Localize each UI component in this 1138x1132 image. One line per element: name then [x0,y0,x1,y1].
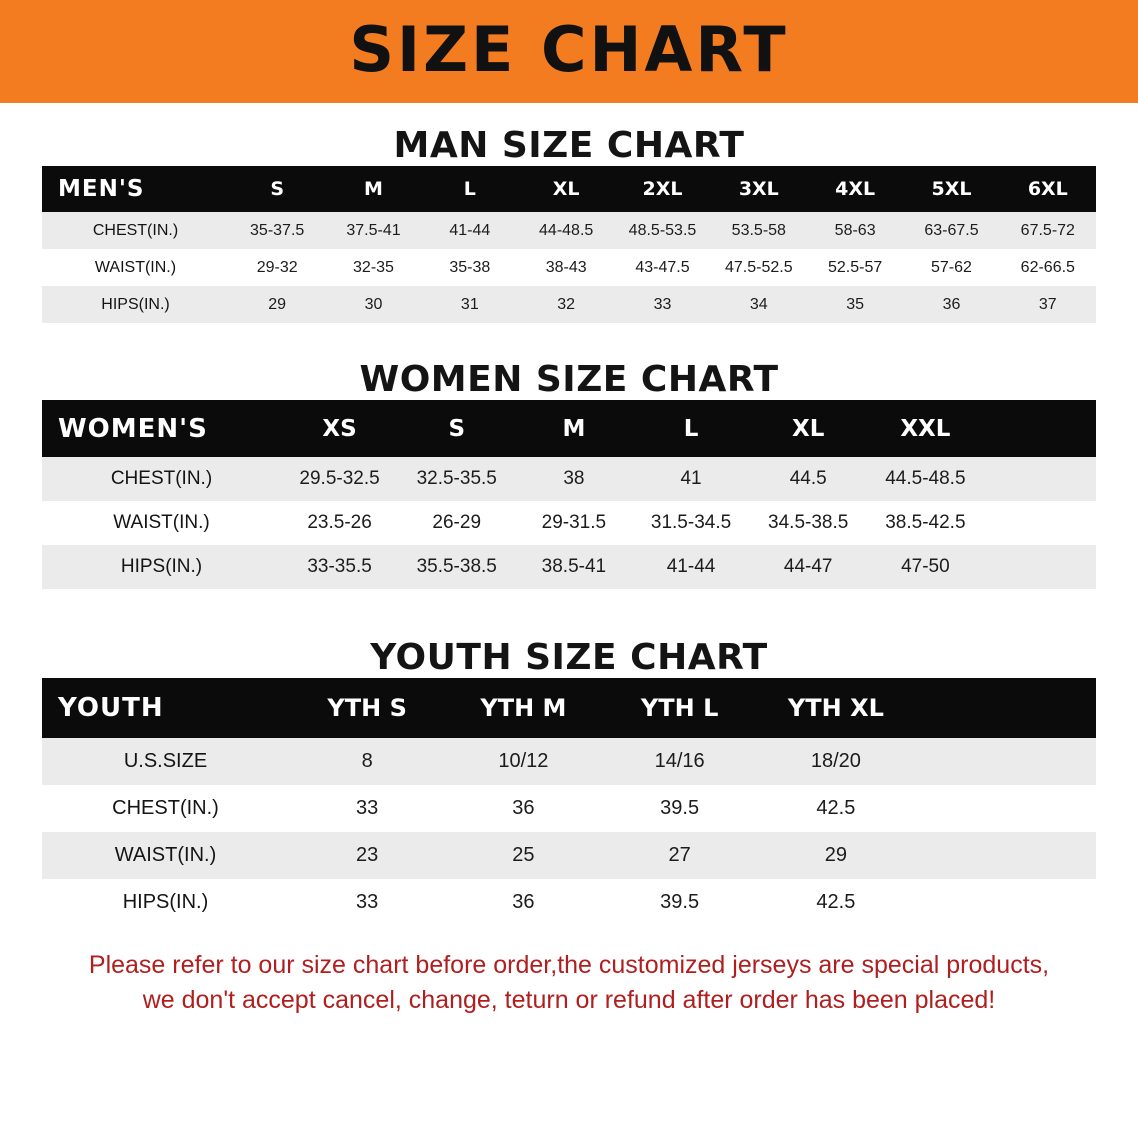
women-row1-c4: 34.5-38.5 [750,501,867,545]
youth-row3-c1: 36 [445,879,601,926]
women-section-title: WOMEN SIZE CHART [359,359,779,400]
man-col-1: M [325,166,421,212]
man-row1-c3: 38-43 [518,249,614,286]
man-row0-c1: 37.5-41 [325,212,421,249]
man-head-label: MEN'S [42,166,229,212]
man-row1-c8: 62-66.5 [1000,249,1096,286]
banner [0,0,1138,103]
women-col-5: XXL [867,400,984,457]
man-table-wrap [42,166,1096,323]
table-row [42,879,1096,926]
man-row2-c2: 31 [422,286,518,323]
man-row2-c0: 29 [229,286,325,323]
youth-row2-c2: 27 [602,832,758,879]
women-row1-c5: 38.5-42.5 [867,501,984,545]
women-row2-spacer [984,545,1096,589]
youth-head-label: YOUTH [42,678,289,738]
man-col-0: S [229,166,325,212]
women-row1-c3: 31.5-34.5 [632,501,749,545]
man-row1-c4: 43-47.5 [614,249,710,286]
women-col-1: S [398,400,515,457]
youth-row0-c0: 8 [289,738,445,785]
women-row2-label: HIPS(IN.) [42,545,281,589]
page-title: SIZE CHART [349,12,789,86]
women-row2-c4: 44-47 [750,545,867,589]
policy-note [40,948,1098,1017]
youth-row0-c2: 14/16 [602,738,758,785]
women-row2-c3: 41-44 [632,545,749,589]
women-row2-c1: 35.5-38.5 [398,545,515,589]
youth-row3-c3: 42.5 [758,879,914,926]
youth-table-head [42,678,1096,738]
women-row1-label: WAIST(IN.) [42,501,281,545]
youth-row2-c1: 25 [445,832,601,879]
man-size-table [42,166,1096,323]
women-row2-c0: 33-35.5 [281,545,398,589]
women-col-3: L [632,400,749,457]
women-row1-c1: 26-29 [398,501,515,545]
man-row0-c6: 58-63 [807,212,903,249]
youth-row1-label: CHEST(IN.) [42,785,289,832]
man-row2-c8: 37 [1000,286,1096,323]
table-row [42,286,1096,323]
women-row0-c3: 41 [632,457,749,501]
women-row0-label: CHEST(IN.) [42,457,281,501]
women-col-2: M [515,400,632,457]
youth-row3-c2: 39.5 [602,879,758,926]
women-table-body [42,457,1096,589]
man-row0-c4: 48.5-53.5 [614,212,710,249]
man-row2-c1: 30 [325,286,421,323]
man-col-5: 3XL [711,166,807,212]
man-row0-c0: 35-37.5 [229,212,325,249]
table-row [42,832,1096,879]
man-col-4: 2XL [614,166,710,212]
youth-row1-c1: 36 [445,785,601,832]
youth-row3-spacer [914,879,1096,926]
women-size-table [42,400,1096,589]
women-row0-c4: 44.5 [750,457,867,501]
man-row0-label: CHEST(IN.) [42,212,229,249]
youth-row2-c0: 23 [289,832,445,879]
youth-row1-spacer [914,785,1096,832]
women-row0-c5: 44.5-48.5 [867,457,984,501]
table-header-row [42,166,1096,212]
women-row1-c0: 23.5-26 [281,501,398,545]
man-row1-c7: 57-62 [903,249,999,286]
women-col-0: XS [281,400,398,457]
youth-row1-c0: 33 [289,785,445,832]
women-table-head [42,400,1096,457]
youth-row1-c3: 42.5 [758,785,914,832]
man-row0-c3: 44-48.5 [518,212,614,249]
man-row1-c6: 52.5-57 [807,249,903,286]
women-row2-c5: 47-50 [867,545,984,589]
youth-row0-c3: 18/20 [758,738,914,785]
youth-col-0: YTH S [289,678,445,738]
man-row2-label: HIPS(IN.) [42,286,229,323]
man-col-6: 4XL [807,166,903,212]
man-row0-c8: 67.5-72 [1000,212,1096,249]
youth-section-title: YOUTH SIZE CHART [370,637,768,678]
youth-col-1: YTH M [445,678,601,738]
youth-row0-c1: 10/12 [445,738,601,785]
women-row0-c1: 32.5-35.5 [398,457,515,501]
table-header-row [42,400,1096,457]
man-section-title: MAN SIZE CHART [393,125,745,166]
women-row0-c2: 38 [515,457,632,501]
youth-col-3: YTH XL [758,678,914,738]
man-row2-c5: 34 [711,286,807,323]
table-row [42,545,1096,589]
man-table-body [42,212,1096,323]
man-row2-c4: 33 [614,286,710,323]
youth-col-spacer [914,678,1096,738]
man-col-7: 5XL [903,166,999,212]
women-head-label: WOMEN'S [42,400,281,457]
man-row0-c7: 63-67.5 [903,212,999,249]
man-row2-c3: 32 [518,286,614,323]
policy-note-line-2: we don't accept cancel, change, teturn or refund after order has been placed! [142,985,996,1014]
man-row1-c1: 32-35 [325,249,421,286]
youth-table-body [42,738,1096,926]
women-row2-c2: 38.5-41 [515,545,632,589]
women-col-spacer [984,400,1096,457]
youth-col-2: YTH L [602,678,758,738]
women-table-wrap [42,400,1096,589]
policy-note-line-1: Please refer to our size chart before order,the customized jerseys are special products, [88,951,1050,979]
man-col-3: XL [518,166,614,212]
women-row0-c0: 29.5-32.5 [281,457,398,501]
youth-size-table [42,678,1096,926]
youth-table-wrap [42,678,1096,926]
youth-row0-spacer [914,738,1096,785]
youth-row2-label: WAIST(IN.) [42,832,289,879]
table-row [42,249,1096,286]
women-col-4: XL [750,400,867,457]
man-row1-c5: 47.5-52.5 [711,249,807,286]
women-row0-spacer [984,457,1096,501]
man-row0-c2: 41-44 [422,212,518,249]
table-row [42,212,1096,249]
table-row [42,501,1096,545]
table-row [42,785,1096,832]
youth-row3-label: HIPS(IN.) [42,879,289,926]
man-col-2: L [422,166,518,212]
table-header-row [42,678,1096,738]
table-row [42,457,1096,501]
youth-row3-c0: 33 [289,879,445,926]
women-row1-c2: 29-31.5 [515,501,632,545]
youth-row0-label: U.S.SIZE [42,738,289,785]
man-row1-label: WAIST(IN.) [42,249,229,286]
man-row0-c5: 53.5-58 [711,212,807,249]
man-row1-c2: 35-38 [422,249,518,286]
table-row [42,738,1096,785]
youth-row1-c2: 39.5 [602,785,758,832]
man-row1-c0: 29-32 [229,249,325,286]
man-row2-c7: 36 [903,286,999,323]
man-table-head [42,166,1096,212]
women-row1-spacer [984,501,1096,545]
youth-row2-c3: 29 [758,832,914,879]
man-row2-c6: 35 [807,286,903,323]
man-col-8: 6XL [1000,166,1096,212]
youth-row2-spacer [914,832,1096,879]
